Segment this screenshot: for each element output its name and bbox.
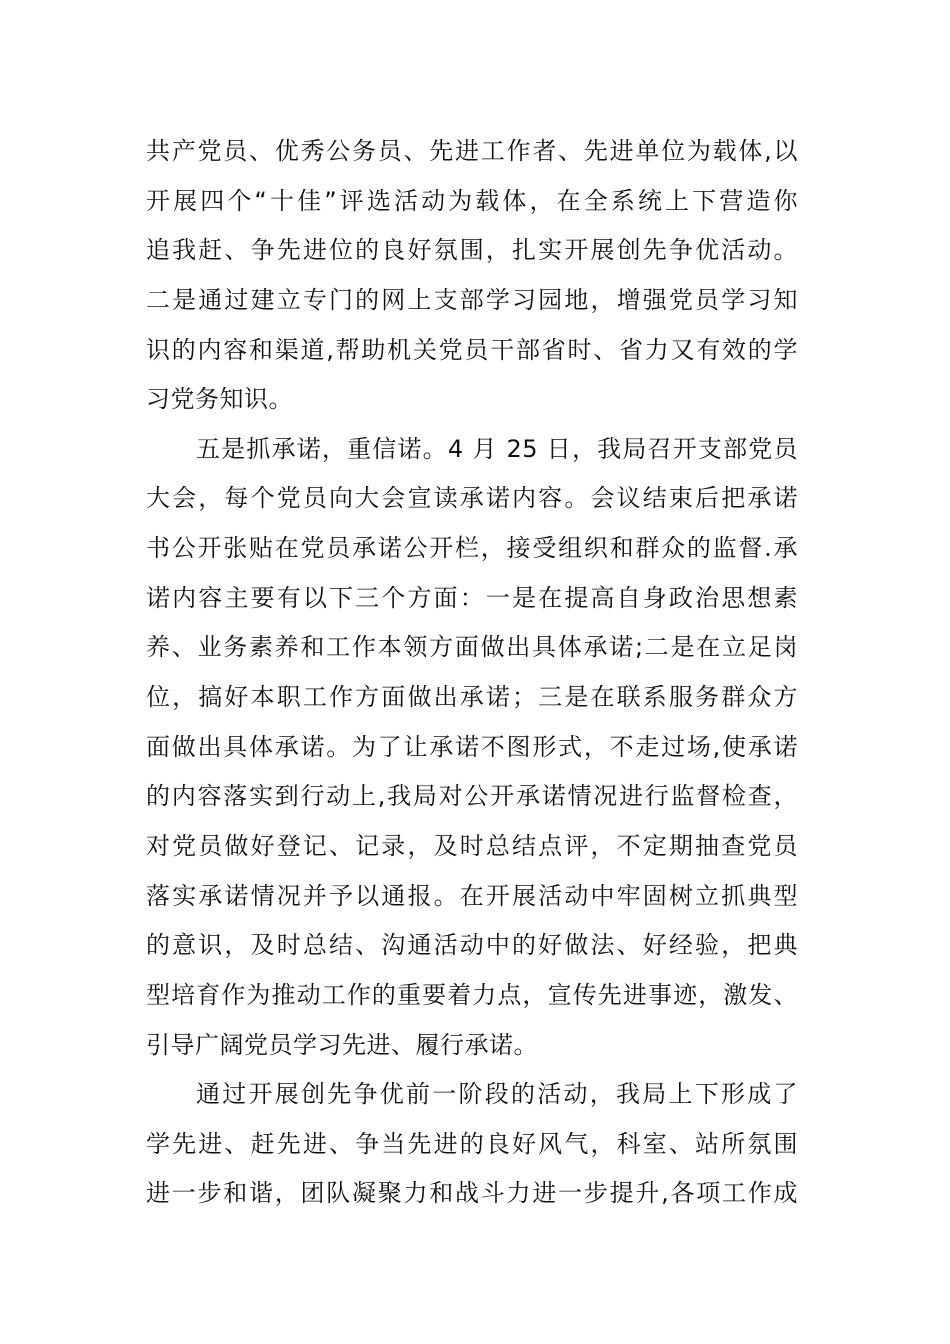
text-line: 开展四个“十佳”评选活动为载体，在全系统上下营造你	[146, 186, 798, 215]
text-line: 的意识，及时总结、沟通活动中的好做法、好经验，把典	[146, 931, 798, 960]
text-line: 进一步和谐，团队凝聚力和战斗力进一步提升,各项工作成	[146, 1179, 798, 1208]
text-line: 引导广阔党员学习先进、履行承诺。	[146, 1030, 538, 1059]
text-line: 二是通过建立专门的网上支部学习园地，增强党员学习知	[146, 285, 798, 314]
text-line: 共产党员、优秀公务员、先进工作者、先进单位为载体,以	[146, 137, 798, 165]
text-line: 的内容落实到行动上,我局对公开承诺情况进行监督检查，	[146, 782, 798, 811]
document-body	[146, 127, 798, 1219]
text-line: 书公开张贴在党员承诺公开栏，接受组织和群众的监督.承	[146, 534, 798, 563]
text-line: 型培育作为推动工作的重要着力点，宣传先进事迹，激发、	[146, 980, 798, 1009]
text-line: 诺内容主要有以下三个方面：一是在提高自身政治思想素	[146, 583, 798, 612]
text-line: 对党员做好登记、记录，及时总结点评，不定期抽查党员	[146, 831, 798, 860]
text-line: 大会，每个党员向大会宣读承诺内容。会议结束后把承诺	[146, 484, 798, 513]
paragraph-first-line: 通过开展创先争优前一阶段的活动，我局上下形成了	[196, 1080, 798, 1109]
text-line: 追我赶、争先进位的良好氛围，扎实开展创先争优活动。	[146, 236, 798, 265]
text-line: 识的内容和渠道,帮助机关党员干部省时、省力又有效的学	[146, 335, 798, 364]
text-line: 面做出具体承诺。为了让承诺不图形式，不走过场,使承诺	[146, 732, 798, 761]
text-line: 位，搞好本职工作方面做出承诺；三是在联系服务群众方	[146, 683, 798, 712]
paragraph-first-line: 五是抓承诺，重信诺。4 月 25 日，我局召开支部党员	[196, 434, 798, 463]
text-line: 习党务知识。	[146, 385, 293, 414]
text-line: 落实承诺情况并予以通报。在开展活动中牢固树立抓典型	[146, 881, 798, 910]
text-line: 养、业务素养和工作本领方面做出具体承诺;二是在立足岗	[146, 633, 798, 662]
text-line: 学先进、赶先进、争当先进的良好风气，科室、站所氛围	[146, 1129, 798, 1158]
